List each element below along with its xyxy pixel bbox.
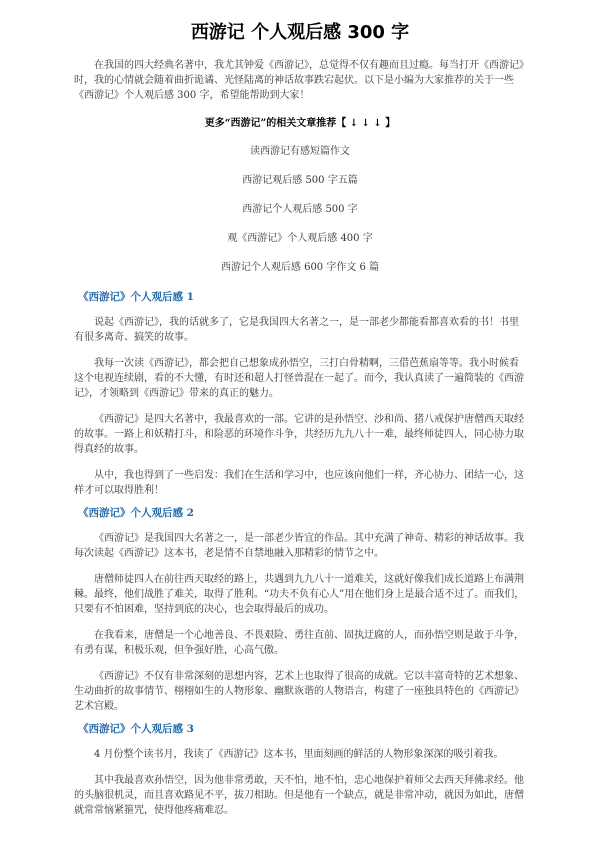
- section-paragraph: 说起《西游记》，我的话就多了，它是我国四大名著之一，是一部老少都能看都喜欢看的书！书里有很多离奇、搞笑的故事。: [74, 317, 519, 343]
- section-paragraph: 4 月份整个读书月，我读了《西游记》这本书，里面刻画的鲜活的人物形象深深的吸引着我。: [94, 749, 504, 760]
- section-paragraph: 《西游记》不仅有非常深刻的思想内容，艺术上也取得了很高的成就。它以丰富奇特的艺术想象、生动曲折的故事情节、栩栩如生的人物形象、幽默诙谐的人物语言，构建了一座独具特色的《西游记》艺术宫殿。: [74, 671, 524, 712]
- related-article-link[interactable]: 读西游记有感短篇作文: [250, 146, 350, 157]
- page-title: 西游记 个人观后感 300 字: [190, 22, 410, 43]
- section-paragraph: 从中，我也得到了一些启发：我们在生活和学习中，也应该向他们一样，齐心协力、团结一心，这样才可以取得胜利！: [74, 470, 524, 496]
- section-paragraph: 在我看来，唐僧是一个心地善良、不畏艰险、勇往直前、固执迂腐的人，而孙悟空则是敢于斗争，有勇有谋，积极乐观，但争强好胜，心高气傲。: [74, 630, 524, 656]
- section-3: [74, 722, 526, 818]
- related-article-link[interactable]: 观《西游记》个人观后感 400 字: [227, 233, 373, 244]
- related-article-link[interactable]: 西游记观后感 500 字五篇: [242, 175, 358, 186]
- related-article-link[interactable]: 西游记个人观后感 500 字: [242, 204, 358, 215]
- section-heading: 《西游记》个人观后感 2: [78, 507, 194, 519]
- section-paragraph: 《西游记》是我国四大名著之一，是一部老少皆宜的作品。其中充满了神奇、精彩的神话故事。我每次读起《西游记》这本书，老是情不自禁地融入那精彩的情节之中。: [74, 533, 524, 559]
- section-paragraph: 我每一次读《西游记》，都会把自己想象成孙悟空，三打白骨精啊，三借芭蕉扇等等。我小时候看这个电视连续剧，看的不大懂，有时还和超人打怪兽混在一起了。而今，我认真读了一遍简装的《西游记》，才领略到《西游记》带来的真正的魅力。: [74, 358, 524, 399]
- section-2: [74, 506, 526, 714]
- section-heading: 《西游记》个人观后感 3: [78, 723, 194, 735]
- section-paragraph: 《西游记》是四大名著中，我最喜欢的一部。它讲的是孙悟空、沙和尚、猪八戒保护唐僧西天取经的故事。一路上和妖精打斗，和险恶的环境作斗争，共经历九九八十一难，最终师徒四人，同心协力取得真经的故事。: [74, 414, 524, 455]
- intro-paragraph: 在我国的四大经典名著中，我尤其钟爱《西游记》，总觉得不仅有趣而且过瘾。每当打开《西游记》时，我的心情就会随着曲折诡谲、光怪陆离的神话故事跌宕起伏。以下是小编为大家推荐的关于一些《西游记》个人观后感 300 字，希望能帮助到大家！: [74, 60, 524, 101]
- section-heading: 《西游记》个人观后感 1: [78, 291, 194, 303]
- related-articles-list: [74, 145, 526, 275]
- section-1: [74, 290, 526, 498]
- section-paragraph: 唐僧师徒四人在前往西天取经的路上，共遇到九九八十一道难关，这就好像我们成长道路上布满荆棘。最终，他们战胜了难关，取得了胜利。“功夫不负有心人”用在他们身上是最合适不过了。而我们，只要有不怕困难，坚持到底的决心，也会取得最后的成功。: [74, 574, 525, 615]
- related-articles-heading: 更多“西游记”的相关文章推荐【 ↓ ↓ ↓ 】: [204, 118, 396, 129]
- related-article-link[interactable]: 西游记个人观后感 600 字作文 6 篇: [220, 262, 380, 273]
- section-paragraph: 其中我最喜欢孙悟空，因为他非常勇敢，天不怕，地不怕，忠心地保护着师父去西天拜佛求经。他的头脑很机灵，而且喜欢路见不平，拔刀相助。但是他有一个缺点，就是非常冲动，就因为如此，唐僧就常常恼紧箍咒，使得他疼痛难忍。: [74, 775, 524, 816]
